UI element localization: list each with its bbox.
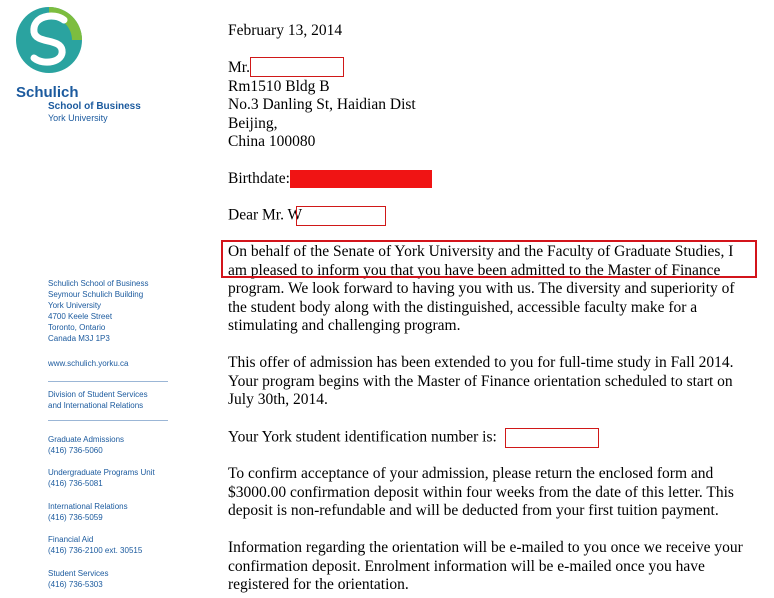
paragraph-line: $3000.00 confirmation deposit within four weeks from the date of this letter. This: [228, 483, 734, 501]
address-line: Rm1510 Bldg B: [228, 77, 330, 95]
paragraph-confirm: [228, 465, 734, 521]
address-line: Beijing,: [228, 114, 278, 132]
letter-date: February 13, 2014: [228, 22, 343, 39]
sidebar-divider: [48, 381, 168, 382]
paragraph-line: Your program begins with the Master of Finance orientation scheduled to start on: [228, 372, 733, 390]
redacted-birthdate: [290, 170, 432, 188]
contact-phone: (416) 736-5303: [48, 580, 103, 589]
address-line: Schulich School of Business: [48, 279, 149, 288]
birthdate-label: Birthdate:: [228, 170, 290, 187]
paragraph-line: To confirm acceptance of your admission, please return the enclosed form and: [228, 465, 714, 482]
address-line: China 100080: [228, 133, 316, 150]
address-line: Seymour Schulich Building: [48, 290, 144, 299]
paragraph-line: stimulating and challenging program.: [228, 317, 461, 334]
contact-undergraduate: [48, 467, 198, 489]
website-text: www.schulich.yorku.ca: [48, 359, 129, 368]
contact-name: International Relations: [48, 502, 128, 511]
address-line: No.3 Danling St, Haidian Dist: [228, 96, 416, 113]
paragraph-line: program. We look forward to having you with us. The diversity and superiority of: [228, 280, 735, 297]
redacted-student-id: [505, 428, 599, 448]
contact-financial-aid: [48, 534, 198, 556]
recipient-address: [228, 59, 416, 152]
address-line: Toronto, Ontario: [48, 323, 106, 332]
paragraph-line: am pleased to inform you that you have been admitted to the Master of Finance: [228, 261, 721, 279]
sidebar-divider: [48, 420, 168, 421]
letter-date-block: [228, 22, 342, 41]
contact-graduate-admissions: [48, 434, 198, 456]
division-line: Division of Student Services: [48, 390, 148, 399]
contact-phone: (416) 736-5059: [48, 513, 103, 522]
school-address: [48, 278, 198, 344]
paragraph-line: July 30th, 2014.: [228, 391, 328, 408]
paragraph-line: the student body along with the distinguished, accessible faculty make for a: [228, 298, 698, 316]
contact-phone: (416) 736-5081: [48, 479, 103, 488]
paragraph-line: registered for the orientation.: [228, 576, 409, 593]
address-line: York University: [48, 301, 102, 310]
paragraph-line: deposit is non-refundable and will be deducted from your first tuition payment.: [228, 502, 719, 519]
contact-international: [48, 501, 198, 523]
paragraph-line: On behalf of the Senate of York University and the Faculty of Graduate Studies, I: [228, 243, 734, 260]
greeting-text: Dear Mr. W: [228, 206, 303, 224]
greeting-line: [228, 206, 386, 226]
brand-university: York University: [48, 113, 108, 123]
highlight-box: [221, 240, 757, 278]
salutation-prefix: Mr.: [228, 59, 250, 76]
brand-block: [16, 84, 141, 124]
address-line: 4700 Keele Street: [48, 312, 113, 321]
brand-school: School of Business: [48, 101, 141, 112]
paragraph-line: This offer of admission has been extended to you for full-time study in Fall 2014.: [228, 354, 734, 371]
contact-name: Financial Aid: [48, 535, 94, 544]
paragraph-line: confirmation deposit. Enrolment information will be e-mailed once you have: [228, 557, 705, 575]
redacted-name-box: [250, 57, 344, 77]
redacted-surname-box: [296, 206, 386, 226]
contact-phone: (416) 736-2100 ext. 30515: [48, 546, 143, 555]
contact-name: Graduate Admissions: [48, 435, 125, 444]
paragraph-line: Information regarding the orientation will be e-mailed to you once we receive your: [228, 539, 743, 556]
contact-name: Student Services: [48, 569, 109, 578]
address-line: Canada M3J 1P3: [48, 334, 110, 343]
schulich-logo: [14, 4, 84, 82]
division-line: and International Relations: [48, 401, 144, 410]
paragraph-offer: [228, 354, 734, 410]
division-block: [48, 389, 198, 411]
recipient-name-line: [228, 59, 416, 78]
contact-student-services: [48, 568, 198, 590]
contact-name: Undergraduate Programs Unit: [48, 468, 155, 477]
brand-name: Schulich: [16, 84, 79, 101]
school-website: [48, 358, 198, 369]
contact-phone: (416) 736-5060: [48, 446, 103, 455]
student-id-label: Your York student identification number is:: [228, 428, 497, 446]
birthdate-line: [228, 170, 432, 189]
paragraph-orientation: [228, 539, 743, 595]
student-id-line: [228, 428, 599, 448]
